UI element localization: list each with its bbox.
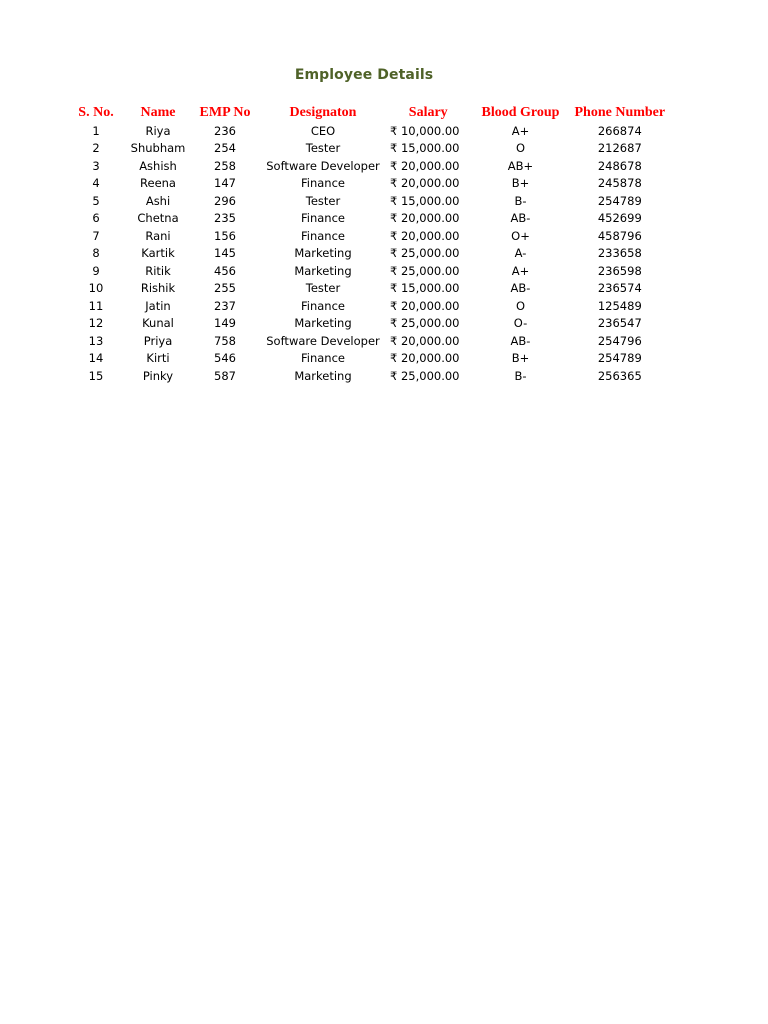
cell-name: Ashi bbox=[145, 193, 171, 208]
page-title: Employee Details bbox=[294, 67, 434, 83]
cell-sno: 1 bbox=[92, 123, 100, 138]
cell-phone-number: 266874 bbox=[597, 123, 642, 138]
cell-name: Riya bbox=[145, 123, 171, 138]
cell-designation: Marketing bbox=[294, 263, 352, 278]
cell-sno: 14 bbox=[88, 351, 104, 366]
cell-designation: Finance bbox=[301, 228, 345, 243]
cell-name: Ashish bbox=[139, 158, 177, 173]
table-row bbox=[70, 175, 665, 193]
cell-salary: ₹ 20,000.00 bbox=[390, 228, 460, 243]
cell-emp-no: 546 bbox=[214, 351, 236, 366]
cell-salary: ₹ 15,000.00 bbox=[390, 281, 460, 296]
table-row bbox=[70, 140, 665, 158]
table-row bbox=[70, 315, 665, 333]
cell-phone-number: 233658 bbox=[597, 246, 642, 261]
cell-blood-group: B+ bbox=[511, 351, 530, 366]
cell-blood-group: B- bbox=[514, 193, 527, 208]
employee-table bbox=[70, 103, 665, 385]
cell-salary: ₹ 25,000.00 bbox=[390, 316, 460, 331]
cell-emp-no: 147 bbox=[214, 176, 236, 191]
table-row bbox=[70, 122, 665, 140]
table-row bbox=[70, 332, 665, 350]
cell-blood-group: B- bbox=[514, 368, 527, 383]
table-body bbox=[70, 122, 665, 385]
cell-emp-no: 456 bbox=[214, 263, 236, 278]
cell-salary: ₹ 20,000.00 bbox=[390, 351, 460, 366]
cell-blood-group: A+ bbox=[511, 263, 530, 278]
header-designation: Designaton bbox=[289, 104, 357, 120]
cell-sno: 6 bbox=[92, 211, 100, 226]
cell-emp-no: 235 bbox=[214, 211, 236, 226]
cell-designation: Tester bbox=[305, 281, 341, 296]
cell-designation: Finance bbox=[301, 298, 345, 313]
cell-emp-no: 758 bbox=[214, 333, 236, 348]
cell-blood-group: O bbox=[515, 141, 526, 156]
cell-blood-group: AB+ bbox=[507, 158, 534, 173]
header-name: Name bbox=[140, 104, 176, 120]
cell-designation: Finance bbox=[301, 351, 345, 366]
cell-emp-no: 255 bbox=[214, 281, 236, 296]
cell-designation: Marketing bbox=[294, 316, 352, 331]
cell-sno: 3 bbox=[92, 158, 100, 173]
header-blood-group: Blood Group bbox=[481, 104, 560, 120]
cell-blood-group: AB- bbox=[510, 211, 531, 226]
header-emp-no: EMP No bbox=[199, 104, 251, 120]
cell-emp-no: 587 bbox=[214, 368, 236, 383]
cell-designation: Finance bbox=[301, 211, 345, 226]
cell-sno: 10 bbox=[88, 281, 104, 296]
cell-designation: Software Developer bbox=[266, 158, 380, 173]
cell-salary: ₹ 20,000.00 bbox=[390, 176, 460, 191]
cell-salary: ₹ 20,000.00 bbox=[390, 333, 460, 348]
cell-phone-number: 236574 bbox=[597, 281, 642, 296]
cell-emp-no: 145 bbox=[214, 246, 236, 261]
cell-designation: Tester bbox=[305, 141, 341, 156]
cell-blood-group: AB- bbox=[510, 281, 531, 296]
table-row bbox=[70, 350, 665, 368]
cell-phone-number: 254789 bbox=[597, 193, 642, 208]
cell-designation: Software Developer bbox=[266, 333, 380, 348]
cell-phone-number: 452699 bbox=[597, 211, 642, 226]
cell-emp-no: 258 bbox=[214, 158, 236, 173]
cell-emp-no: 156 bbox=[214, 228, 236, 243]
cell-name: Rishik bbox=[140, 281, 176, 296]
cell-blood-group: O bbox=[515, 298, 526, 313]
cell-name: Ritik bbox=[145, 263, 171, 278]
table-row bbox=[70, 280, 665, 298]
cell-name: Priya bbox=[143, 333, 173, 348]
header-row bbox=[70, 103, 665, 122]
cell-blood-group: AB- bbox=[510, 333, 531, 348]
cell-sno: 12 bbox=[88, 316, 104, 331]
table-row bbox=[70, 157, 665, 175]
cell-salary: ₹ 10,000.00 bbox=[390, 123, 460, 138]
cell-sno: 7 bbox=[92, 228, 100, 243]
table-row bbox=[70, 192, 665, 210]
cell-designation: Marketing bbox=[294, 368, 352, 383]
cell-designation: CEO bbox=[310, 123, 336, 138]
cell-phone-number: 254796 bbox=[597, 333, 642, 348]
cell-phone-number: 248678 bbox=[597, 158, 642, 173]
cell-phone-number: 458796 bbox=[597, 228, 642, 243]
cell-sno: 4 bbox=[92, 176, 100, 191]
header-sno: S. No. bbox=[78, 104, 114, 120]
cell-phone-number: 254789 bbox=[597, 351, 642, 366]
cell-name: Rani bbox=[145, 228, 171, 243]
cell-emp-no: 254 bbox=[214, 141, 236, 156]
cell-salary: ₹ 25,000.00 bbox=[390, 246, 460, 261]
cell-phone-number: 125489 bbox=[597, 298, 642, 313]
cell-name: Chetna bbox=[137, 211, 179, 226]
cell-phone-number: 236598 bbox=[597, 263, 642, 278]
cell-salary: ₹ 25,000.00 bbox=[390, 263, 460, 278]
header-phone-number: Phone Number bbox=[574, 104, 666, 120]
cell-blood-group: A- bbox=[514, 246, 527, 261]
cell-sno: 2 bbox=[92, 141, 100, 156]
cell-name: Reena bbox=[140, 176, 176, 191]
cell-name: Kunal bbox=[142, 316, 174, 331]
cell-phone-number: 236547 bbox=[597, 316, 642, 331]
cell-sno: 9 bbox=[92, 263, 100, 278]
cell-name: Kirti bbox=[146, 351, 170, 366]
cell-emp-no: 149 bbox=[214, 316, 236, 331]
cell-sno: 5 bbox=[92, 193, 100, 208]
cell-name: Kartik bbox=[141, 246, 175, 261]
cell-salary: ₹ 20,000.00 bbox=[390, 298, 460, 313]
cell-salary: ₹ 20,000.00 bbox=[390, 211, 460, 226]
cell-blood-group: O+ bbox=[511, 228, 530, 243]
cell-emp-no: 237 bbox=[214, 298, 236, 313]
cell-blood-group: O- bbox=[513, 316, 528, 331]
header-salary: Salary bbox=[408, 104, 448, 120]
cell-salary: ₹ 15,000.00 bbox=[390, 141, 460, 156]
table-row bbox=[70, 262, 665, 280]
cell-name: Pinky bbox=[142, 368, 174, 383]
cell-sno: 8 bbox=[92, 246, 100, 261]
cell-salary: ₹ 25,000.00 bbox=[390, 368, 460, 383]
cell-name: Jatin bbox=[145, 298, 171, 313]
table-row bbox=[70, 210, 665, 228]
cell-phone-number: 256365 bbox=[597, 368, 642, 383]
cell-salary: ₹ 15,000.00 bbox=[390, 193, 460, 208]
table-row bbox=[70, 297, 665, 315]
table-row bbox=[70, 367, 665, 385]
cell-name: Shubham bbox=[130, 141, 186, 156]
cell-sno: 11 bbox=[88, 298, 104, 313]
table-row bbox=[70, 245, 665, 263]
cell-emp-no: 296 bbox=[214, 193, 236, 208]
cell-designation: Marketing bbox=[294, 246, 352, 261]
table-row bbox=[70, 227, 665, 245]
cell-designation: Tester bbox=[305, 193, 341, 208]
cell-designation: Finance bbox=[301, 176, 345, 191]
cell-emp-no: 236 bbox=[214, 123, 236, 138]
cell-sno: 13 bbox=[88, 333, 104, 348]
cell-blood-group: A+ bbox=[511, 123, 530, 138]
cell-blood-group: B+ bbox=[511, 176, 530, 191]
cell-sno: 15 bbox=[88, 368, 104, 383]
cell-salary: ₹ 20,000.00 bbox=[390, 158, 460, 173]
cell-phone-number: 212687 bbox=[597, 141, 642, 156]
cell-phone-number: 245878 bbox=[597, 176, 642, 191]
